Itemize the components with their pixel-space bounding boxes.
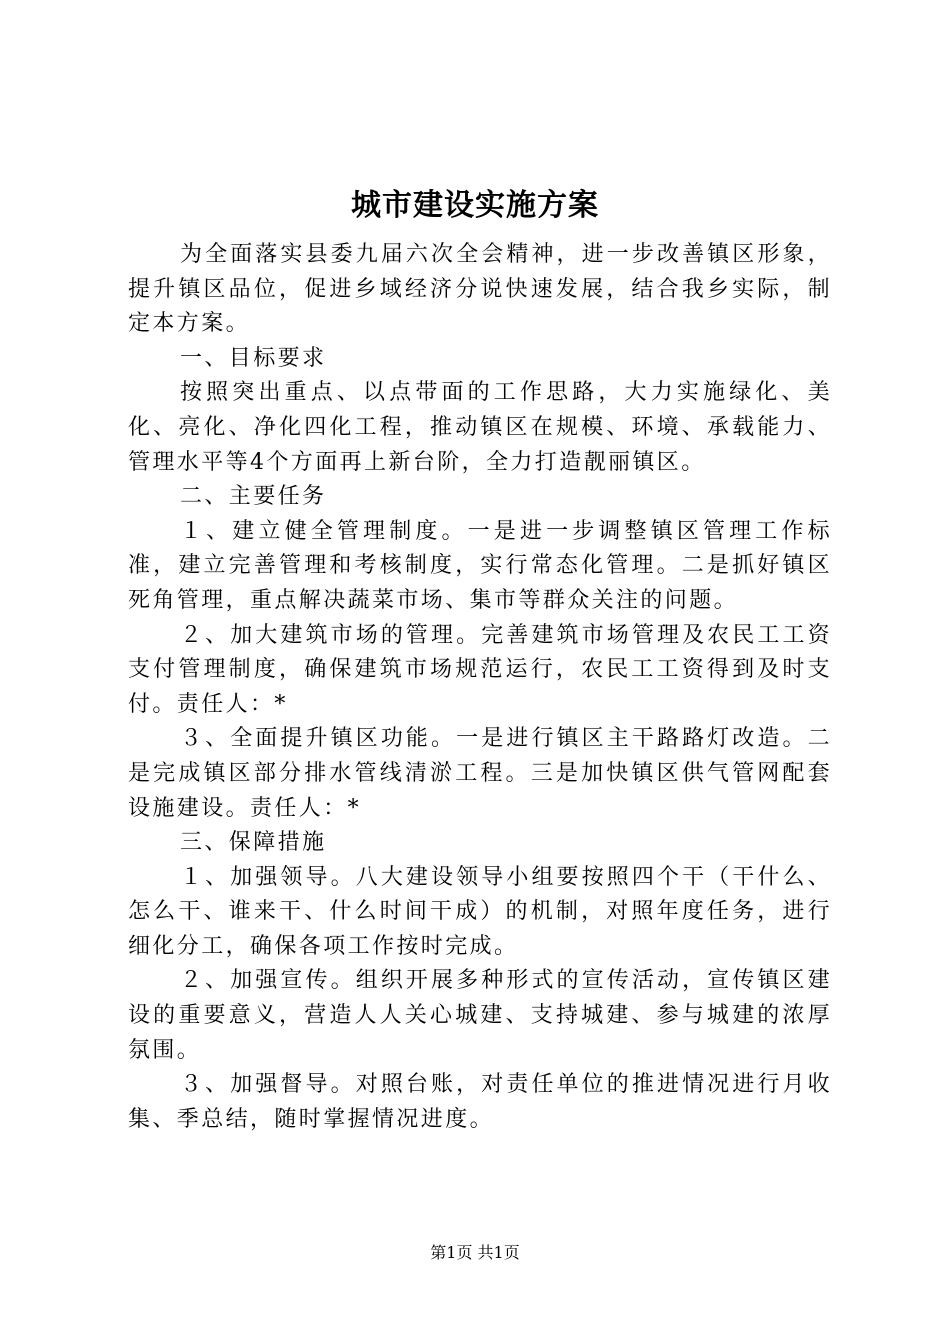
measure-paragraph-2: ２、加强宣传。组织开展多种形式的宣传活动，宣传镇区建设的重要意义，营造人人关心城建、支持城建、参与城建的浓厚氛围。 [128, 968, 832, 1063]
task-paragraph-1: １、建立健全管理制度。一是进一步调整镇区管理工作标准，建立完善管理和考核制度，实行常态化管理。二是抓好镇区死角管理，重点解决蔬菜市场、集市等群众关注的问题。 [128, 518, 832, 613]
measure-paragraph-3: ３、加强督导。对照台账，对责任单位的推进情况进行月收集、季总结，随时掌握情况进度。 [128, 1072, 832, 1132]
section-heading-tasks: 二、主要任务 [180, 484, 327, 510]
document-body [128, 238, 832, 1137]
section-heading-measures: 三、保障措施 [180, 830, 327, 856]
task-paragraph-3: ３、全面提升镇区功能。一是进行镇区主干路路灯改造。二是完成镇区部分排水管线清淤工程。三是加快镇区供气管网配套设施建设。责任人：* [128, 726, 832, 821]
measure-paragraph-1: １、加强领导。八大建设领导小组要按照四个干（干什么、怎么干、谁来干、什么时间干成）的机制，对照年度任务，进行细化分工，确保各项工作按时完成。 [128, 864, 832, 959]
page-footer: 第1页 共1页 [430, 1243, 520, 1262]
goals-paragraph: 按照突出重点、以点带面的工作思路，大力实施绿化、美化、亮化、净化四化工程，推动镇区在规模、环境、承载能力、管理水平等4个方面再上新台阶，全力打造靓丽镇区。 [128, 380, 832, 475]
section-heading-goals: 一、目标要求 [180, 345, 327, 371]
intro-paragraph: 为全面落实县委九届六次全会精神，进一步改善镇区形象，提升镇区品位，促进乡域经济分说快速发展，结合我乡实际，制定本方案。 [128, 242, 832, 337]
task-paragraph-2: ２、加大建筑市场的管理。完善建筑市场管理及农民工工资支付管理制度，确保建筑市场规范运行，农民工工资得到及时支付。责任人：* [128, 622, 832, 717]
document-title: 城市建设实施方案 [351, 188, 599, 223]
